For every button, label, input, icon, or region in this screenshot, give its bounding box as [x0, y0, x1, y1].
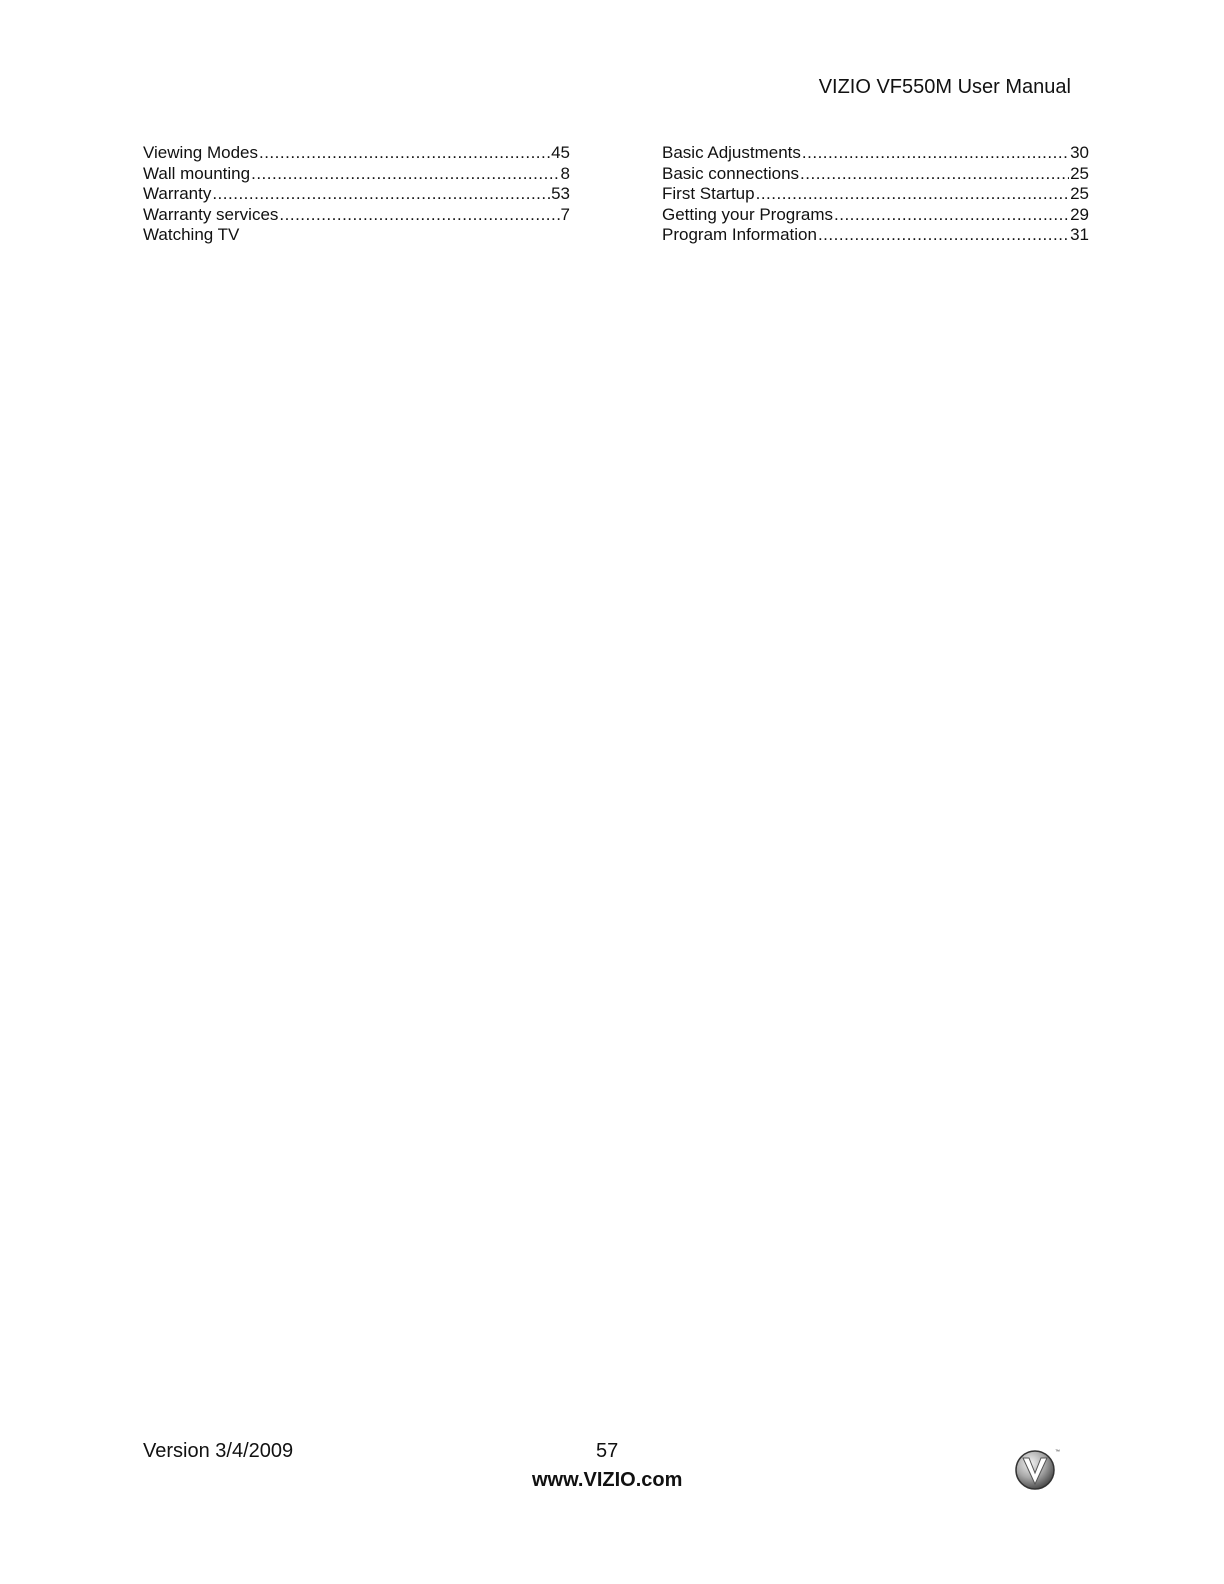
footer-version: Version 3/4/2009 — [143, 1440, 294, 1462]
index-entry — [662, 164, 1089, 185]
index-entry-label: Wall mounting — [143, 163, 251, 183]
index-entry — [143, 184, 570, 205]
dot-leader — [251, 164, 559, 185]
index-entry-page: 30 — [1070, 143, 1089, 162]
dot-leader — [800, 164, 1069, 185]
index-entry — [662, 143, 1089, 164]
dot-leader — [802, 143, 1069, 164]
dot-leader — [834, 205, 1069, 226]
index-column-left — [143, 143, 570, 246]
index-entry-page: 25 — [1070, 163, 1089, 183]
document-header-title: VIZIO VF550M User Manual — [818, 76, 1071, 98]
index-entry-page: 31 — [1070, 225, 1089, 244]
index-entry — [143, 143, 570, 164]
index-entry-label: Viewing Modes — [143, 143, 258, 162]
index-entry-label: Warranty — [143, 184, 212, 203]
index-entry-page: 25 — [1070, 184, 1089, 203]
index-entry — [662, 205, 1089, 226]
dot-leader — [756, 184, 1069, 205]
index-entry — [662, 184, 1089, 205]
index-entry — [143, 205, 570, 226]
index-entry-page: 53 — [551, 184, 570, 203]
index-entry-label: Warranty services — [143, 204, 279, 224]
index-entry — [662, 225, 1089, 246]
index-entry-label: Getting your Programs — [662, 204, 834, 224]
trademark-symbol: ™ — [1055, 1449, 1060, 1455]
index-entry-label: Watching TV — [143, 225, 240, 244]
index-entry-page: 45 — [551, 143, 570, 162]
dot-leader — [818, 225, 1069, 246]
index-column-right — [662, 143, 1089, 246]
index-entry — [143, 225, 570, 246]
index-entry-label: First Startup — [662, 184, 755, 203]
dot-leader — [212, 184, 550, 205]
dot-leader — [279, 205, 559, 226]
index-entry-label: Program Information — [662, 225, 817, 244]
footer-url: www.VIZIO.com — [532, 1469, 683, 1491]
index-entry-label: Basic connections — [662, 163, 800, 183]
index-entry-label: Basic Adjustments — [662, 143, 801, 162]
index-entry-page: 29 — [1070, 204, 1089, 224]
dot-leader — [259, 143, 550, 164]
footer-page-number: 57 — [596, 1440, 619, 1462]
index-entry — [143, 164, 570, 185]
index-entry-page: 7 — [560, 204, 570, 224]
vizio-v-logo-icon — [1014, 1446, 1060, 1492]
index-entry-page: 8 — [560, 163, 570, 183]
